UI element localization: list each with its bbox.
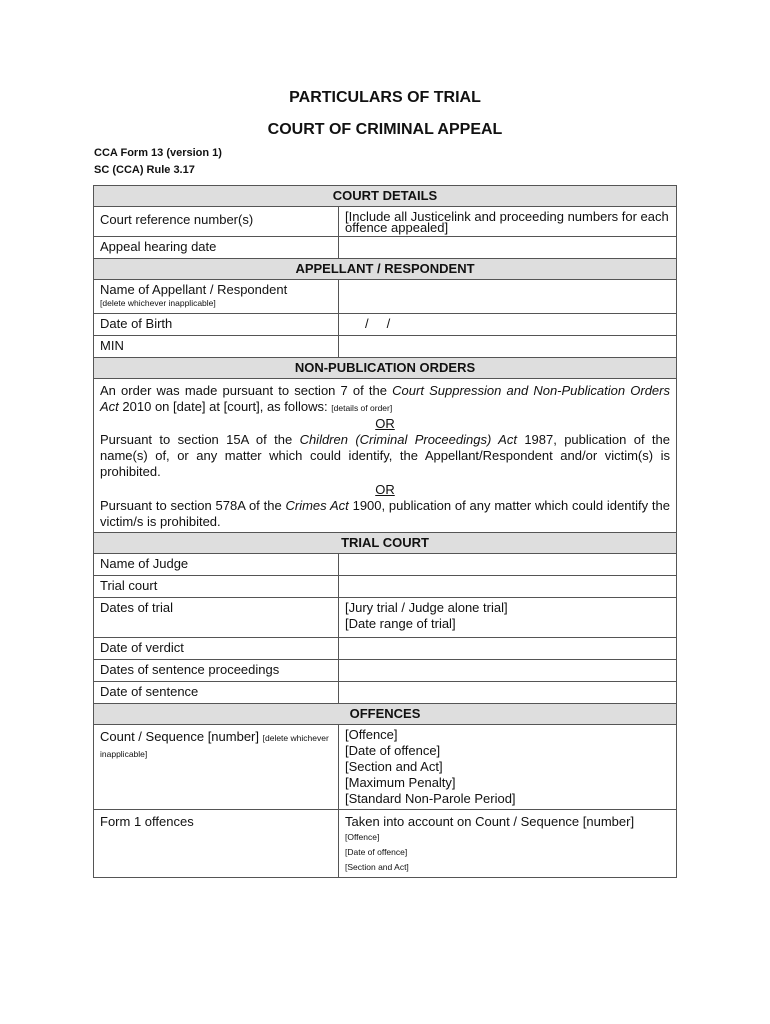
non-publication-para-2: Pursuant to section 15A of the Children (Criminal Proceedings) Act 1987, publication of the name(s) of, or any matter which could identify, the Appellant/Respondent and/or victim(s) is prohibited.: [100, 432, 670, 479]
count-date-hint: [Date of offence]: [345, 743, 441, 758]
date-of-verdict-field[interactable]: [339, 638, 677, 660]
appeal-hearing-date-field[interactable]: [339, 237, 677, 259]
date-of-sentence-field[interactable]: [339, 682, 677, 704]
form1-section-hint: [Section and Act]: [345, 862, 409, 872]
trial-date-range-hint: [Date range of trial]: [345, 616, 456, 631]
sentence-proceedings-label: Dates of sentence proceedings: [94, 660, 339, 682]
count-offence-hint: [Offence]: [345, 727, 398, 742]
form1-taken-into-account: Taken into account on Count / Sequence [number]: [345, 814, 635, 829]
count-sequence-field[interactable]: [339, 725, 677, 810]
section-court-details: COURT DETAILS: [94, 186, 677, 207]
form1-offences-field[interactable]: [339, 810, 677, 878]
min-field[interactable]: [339, 336, 677, 358]
judge-name-label: Name of Judge: [94, 554, 339, 576]
count-sequence-label: Count / Sequence [number]: [100, 729, 259, 744]
court-reference-field[interactable]: [Include all Justicelink and proceeding numbers for each offence appealed]: [339, 207, 677, 237]
count-sequence-hint: [delete whichever inapplicable]: [100, 733, 329, 759]
date-of-verdict-label: Date of verdict: [94, 638, 339, 660]
appeal-hearing-date-label: Appeal hearing date: [94, 237, 339, 259]
particulars-form-table: [93, 185, 677, 878]
min-label: MIN: [94, 336, 339, 358]
appellant-name-label: Name of Appellant / Respondent: [100, 282, 288, 297]
trial-court-field[interactable]: [339, 576, 677, 598]
court-reference-label: Court reference number(s): [94, 207, 339, 237]
date-of-birth-field[interactable]: / /: [339, 314, 677, 336]
trial-type-hint: [Jury trial / Judge alone trial]: [345, 600, 508, 615]
section-non-publication-orders: NON-PUBLICATION ORDERS: [94, 358, 677, 379]
rule-reference: SC (CCA) Rule 3.17: [94, 164, 195, 176]
count-max-penalty-hint: [Maximum Penalty]: [345, 775, 456, 790]
date-of-sentence-label: Date of sentence: [94, 682, 339, 704]
non-publication-orders-cell: [94, 379, 677, 533]
non-publication-para-1: An order was made pursuant to section 7 of the Court Suppression and Non-Publication Orders Act 2010 on [date] at [court], as follows: [details of order]: [100, 383, 670, 414]
non-publication-para-3: Pursuant to section 578A of the Crimes Act 1900, publication of any matter which could identify the victim/s is prohibited.: [100, 498, 670, 529]
sentence-proceedings-field[interactable]: [339, 660, 677, 682]
section-appellant-respondent: APPELLANT / RESPONDENT: [94, 259, 677, 280]
form-id: CCA Form 13 (version 1): [94, 147, 222, 159]
appellant-name-cell: [94, 280, 339, 314]
appellant-name-hint: [delete whichever inapplicable]: [100, 298, 216, 308]
form1-offences-label: Form 1 offences: [94, 810, 339, 878]
or-separator-2: OR: [375, 482, 395, 497]
page-subtitle: COURT OF CRIMINAL APPEAL: [267, 121, 503, 138]
section-trial-court: TRIAL COURT: [94, 533, 677, 554]
form1-offence-hint: [Offence]: [345, 832, 380, 842]
dates-of-trial-label: Dates of trial: [94, 598, 339, 638]
dates-of-trial-field[interactable]: [339, 598, 677, 638]
section-offences: OFFENCES: [94, 704, 677, 725]
count-non-parole-hint: [Standard Non-Parole Period]: [345, 791, 516, 806]
appellant-name-field[interactable]: [339, 280, 677, 314]
form1-date-hint: [Date of offence]: [345, 847, 408, 857]
page-title: PARTICULARS OF TRIAL: [289, 89, 481, 106]
count-section-hint: [Section and Act]: [345, 759, 443, 774]
or-separator-1: OR: [375, 416, 395, 431]
date-of-birth-label: Date of Birth: [94, 314, 339, 336]
judge-name-field[interactable]: [339, 554, 677, 576]
trial-court-label: Trial court: [94, 576, 339, 598]
count-sequence-cell: [94, 725, 339, 810]
